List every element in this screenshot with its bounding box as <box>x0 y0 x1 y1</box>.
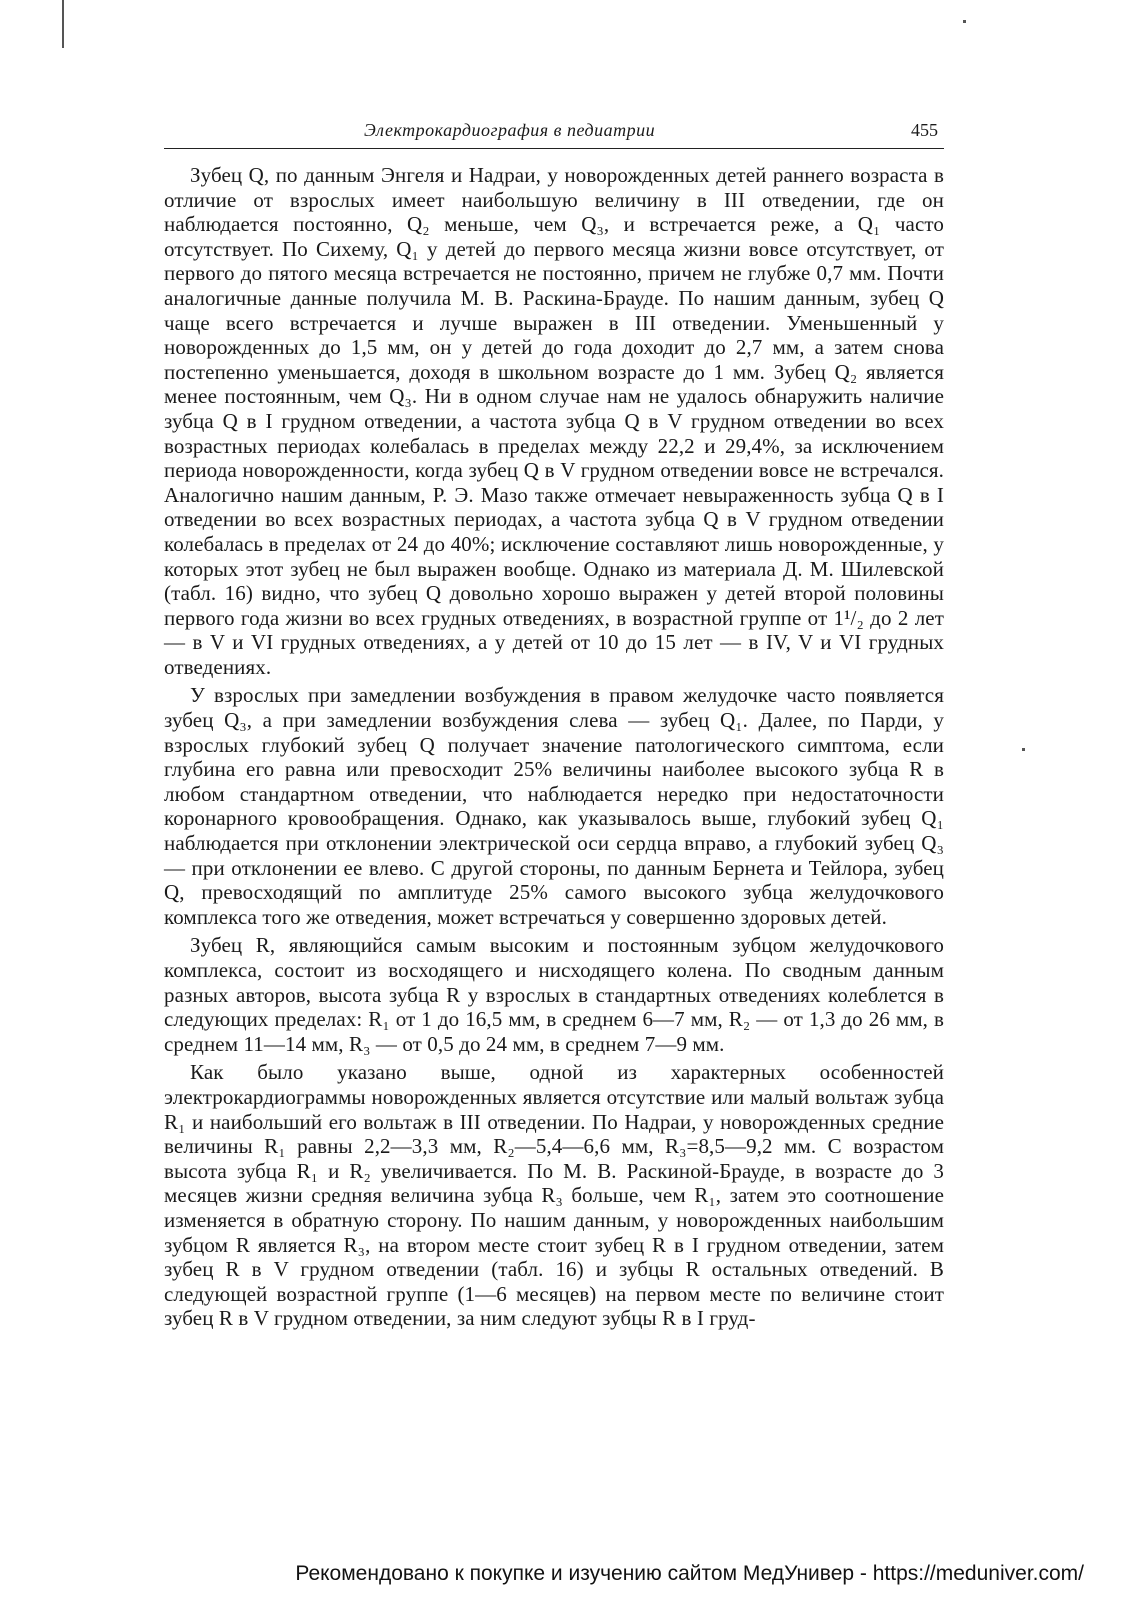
book-page <box>164 118 944 1335</box>
paragraph-r-wave: Зубец R, являющийся самым высоким и постоянным зубцом желудочкового комплекса, состоит из восходящего и нисходящего колена. По сводным данным разных авторов, высота зубца R у взрослых в стандартных отведениях колеблется в следующих пределах: R₁ от 1 до 16,5 мм, в среднем 6—7 мм, R₂ — от 1,3 до 26 мм, в среднем 11—14 мм, R₃ — от 0,5 до 24 мм, в среднем 7—9 мм. <box>164 933 944 1056</box>
footer-recommendation <box>0 1562 1084 1586</box>
paragraph-newborns: Как было указано выше, одной из характерных особенностей электрокардиограммы новорожденных является отсутствие или малый вольтаж зубца R₁ и наибольший его вольтаж в III отведении. По Надраи, у новорожденных средние величины R₁ равны 2,2—3,3 мм, R₂—5,4—6,6 мм, R₃=8,5—9,2 мм. С возрастом высота зубца R₁ и R₂ увеличивается. По М. В. Раскиной-Брауде, в возрасте до 3 месяцев жизни средняя величина зубца R₃ больше, чем R₁, затем это соотношение изменяется в обратную сторону. По нашим данным, у новорожденных наибольшим зубцом R является R₃, на втором месте стоит зубец R в I грудном отведении, затем зубец R в V грудном отведении (табл. 16) и зубцы R остальных отведений. В следующей возрастной группе (1—6 месяцев) на первом месте по величине стоит зубец R в V грудном отведении, за ним следуют зубцы R в I груд- <box>164 1060 944 1331</box>
paragraph-adults: У взрослых при замедлении возбуждения в правом желудочке часто появляется зубец Q₃, а при замедлении возбуждения слева — зубец Q₁. Далее, по Парди, у взрослых глубокий зубец Q получает значение патологического симптома, если глубина его равна или превосходит 25% величины наиболее высокого зубца R в любом стандартном отведении, что наблюдается нередко при недостаточности коронарного кровообращения. Однако, как указывалось выше, глубокий зубец Q₁ наблюдается при отклонении электрической оси сердца вправо, а глубокий зубец Q₃ — при отклонении ее влево. С другой стороны, по данным Бернета и Тейлора, зубец Q, превосходящий по амплитуде 25% самого высокого зубца желудочкового комплекса того же отведения, может встречаться у совершенно здоровых детей. <box>164 683 944 929</box>
page-number: 455 <box>911 120 938 140</box>
running-title: Электрокардиография в педиатрии <box>364 120 656 140</box>
body-text <box>164 163 944 1331</box>
running-header <box>164 118 944 149</box>
scan-artifact-line <box>62 0 64 48</box>
footer-text: Рекомендовано к покупке и изучению сайтом МедУнивер - https://meduniver.com/ <box>295 1562 1084 1585</box>
scan-artifact-dot <box>1022 748 1025 751</box>
scan-artifact-dot <box>963 20 966 23</box>
paragraph-q-wave: Зубец Q, по данным Энгеля и Надраи, у новорожденных детей раннего возраста в отличие от взрослых имеет наибольшую величину в III отведении, где он наблюдается постоянно, Q₂ меньше, чем Q₃, и встречается реже, а Q₁ часто отсутствует. По Сихему, Q₁ у детей до первого месяца жизни вовсе отсутствует, от первого до пятого месяца встречается не постоянно, причем не глубже 0,7 мм. Почти аналогичные данные получила М. В. Раскина-Брауде. По нашим данным, зубец Q чаще всего встречается и лучше выражен в III отведении. Уменьшенный у новорожденных до 1,5 мм, он у детей до года доходит до 2,7 мм, а затем снова постепенно уменьшается, доходя в школьном возрасте до 1 мм. Зубец Q₂ является менее постоянным, чем Q₃. Ни в одном случае нам не удалось обнаружить наличие зубца Q в I грудном отведении, а частота зубца Q в V грудном отведении во всех возрастных периодах колебалась в пределах между 22,2 и 29,4%, за исключением периода новорожденности, когда зубец Q в V грудном отведении вовсе не встречался. Аналогично нашим данным, Р. Э. Мазо также отмечает невыраженность зубца Q в I отведении во всех возрастных периодах, а частота зубца Q в V грудном отведении колебалась в пределах от 24 до 40%; исключение составляют лишь новорожденные, у которых этот зубец не был выражен вообще. Однако из материала Д. М. Шилевской (табл. 16) видно, что зубец Q довольно хорошо выражен у детей второй половины первого года жизни во всех грудных отведениях, в возрастной группе от 1¹/₂ до 2 лет — в V и VI грудных отведениях, а у детей от 10 до 15 лет — в IV, V и VI грудных отведениях. <box>164 163 944 679</box>
